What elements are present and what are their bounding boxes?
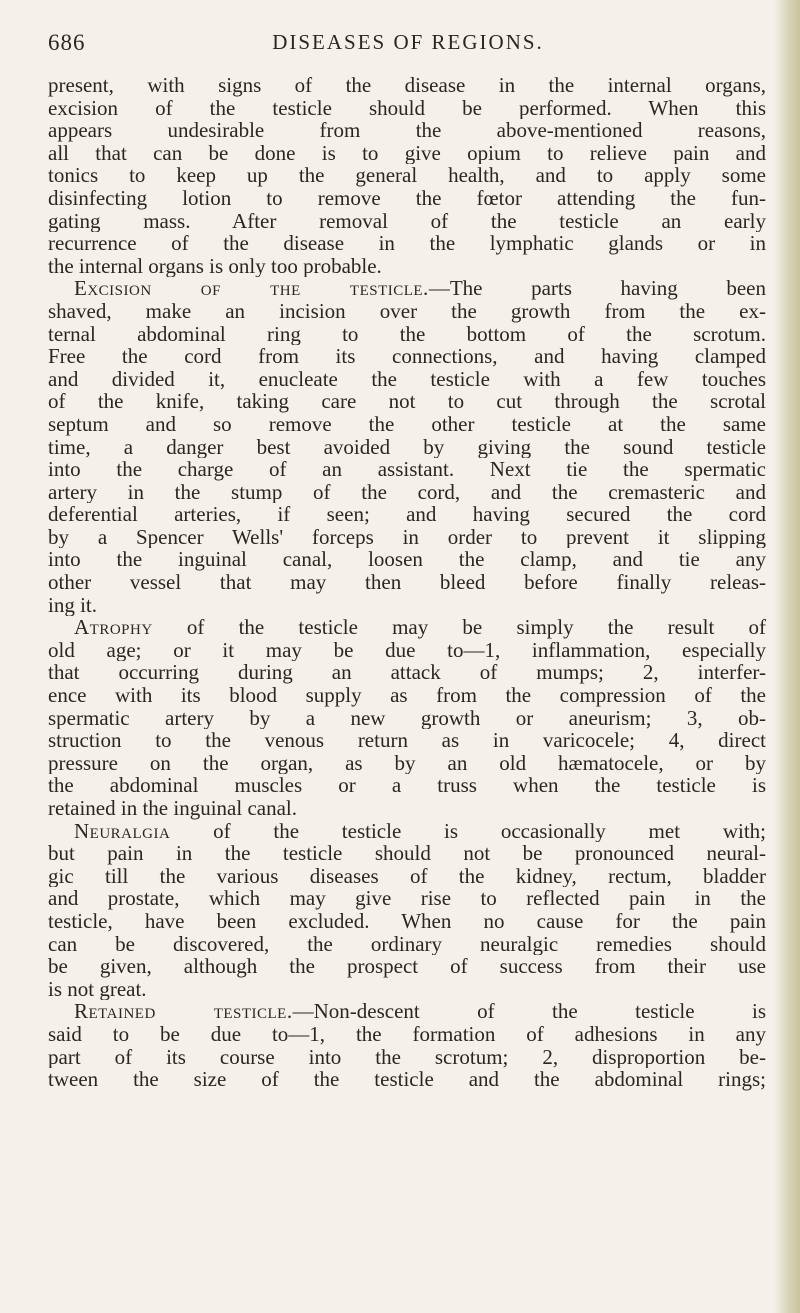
text-line: [48, 277, 766, 300]
text-line: [48, 729, 766, 752]
text-line: [48, 300, 766, 323]
line-text: by a Spencer Wells' forceps in order to prevent it slipping: [48, 525, 766, 549]
text-line: [48, 187, 766, 210]
text-line: [48, 571, 766, 594]
text-line: [48, 797, 766, 820]
text-line: [48, 458, 766, 481]
line-text: ternal abdominal ring to the bottom of the scrotum.: [48, 322, 766, 346]
line-text: into the charge of an assistant. Next tie the spermatic: [48, 458, 766, 481]
line-text: of the testicle is occasionally met with;: [170, 819, 766, 843]
line-text: said to be due to—1, the formation of adhesions in any: [48, 1022, 766, 1046]
text-line: [48, 1000, 766, 1023]
text-line: [48, 232, 766, 255]
line-text: artery in the stump of the cord, and the cremasteric and: [48, 480, 766, 504]
line-text: the abdominal muscles or a truss when the testicle is: [48, 774, 766, 797]
text-line: [48, 323, 766, 346]
line-text: that occurring during an attack of mumps; 2, interfer-: [48, 661, 766, 685]
text-line: [48, 436, 766, 459]
line-text: recurrence of the disease in the lymphatic glands or in: [48, 232, 766, 255]
page-number: 686: [48, 30, 86, 55]
text-line: [48, 774, 766, 797]
text-line: [48, 548, 766, 571]
text-line: [48, 820, 766, 843]
line-text: of the knife, taking care not to cut through the scrotal: [48, 390, 766, 413]
line-text: gic till the various diseases of the kidney, rectum, bladder: [48, 864, 766, 888]
text-line: [48, 164, 766, 187]
page-header: [48, 30, 768, 70]
text-line: [48, 210, 766, 233]
section-heading: Neuralgia: [74, 819, 171, 843]
page-edge-shadow: [774, 0, 800, 1313]
line-text: tonics to keep up the general health, and to apply some: [48, 164, 766, 187]
line-text: shaved, make an incision over the growth from the ex-: [48, 299, 766, 323]
line-text: part of its course into the scrotum; 2, disproportion be-: [48, 1045, 766, 1069]
text-line: [48, 1046, 766, 1069]
line-text: tween the size of the testicle and the abdominal rings;: [48, 1068, 766, 1091]
line-text: struction to the venous return as in varicocele; 4, direct: [48, 729, 766, 752]
text-line: [48, 413, 766, 436]
line-text: ing it.: [48, 593, 98, 617]
text-line: [48, 752, 766, 775]
line-text: be given, although the prospect of success from their use: [48, 955, 766, 978]
text-line: [48, 526, 766, 549]
text-line: [48, 842, 766, 865]
text-line: [48, 616, 766, 639]
line-text: spermatic artery by a new growth or aneurism; 3, ob-: [48, 706, 766, 730]
text-line: [48, 887, 766, 910]
text-line: [48, 978, 766, 1001]
line-text: but pain in the testicle should not be pronounced neural-: [48, 842, 766, 865]
line-text: excision of the testicle should be performed. When this: [48, 96, 766, 120]
text-line: [48, 142, 766, 165]
text-line: [48, 481, 766, 504]
text-line: [48, 639, 766, 662]
line-text: retained in the inguinal canal.: [48, 797, 297, 820]
text-line: [48, 707, 766, 730]
text-line: [48, 368, 766, 391]
text-line: [48, 684, 766, 707]
body-text: [48, 74, 766, 1091]
line-text: testicle, have been excluded. When no cause for the pain: [48, 909, 766, 933]
line-text: appears undesirable from the above-mentioned reasons,: [48, 119, 766, 142]
text-line: [48, 661, 766, 684]
line-text: is not great.: [48, 977, 147, 1001]
line-text: deferential arteries, if seen; and having secured the cord: [48, 503, 766, 526]
section-heading: Atrophy: [74, 616, 153, 639]
line-text: the internal organs is only too probable.: [48, 254, 382, 278]
line-text: all that can be done is to give opium to relieve pain and: [48, 141, 766, 165]
text-line: [48, 865, 766, 888]
line-text: of the testicle may be simply the result of: [152, 616, 766, 639]
line-text: present, with signs of the disease in the internal organs,: [48, 74, 766, 97]
line-text: disinfecting lotion to remove the fœtor attending the fun-: [48, 186, 766, 210]
line-text: pressure on the organ, as by an old hæmatocele, or by: [48, 751, 766, 775]
line-text: —Non-descent of the testicle is: [292, 1000, 766, 1023]
text-line: [48, 933, 766, 956]
line-text: septum and so remove the other testicle at the same: [48, 412, 766, 436]
line-text: can be discovered, the ordinary neuralgic remedies should: [48, 932, 766, 956]
line-text: ence with its blood supply as from the compression of the: [48, 684, 766, 707]
text-line: [48, 1068, 766, 1091]
line-text: into the inguinal canal, loosen the clamp, and tie any: [48, 548, 766, 572]
line-text: Free the cord from its connections, and having clamped: [48, 345, 766, 368]
line-text: gating mass. After removal of the testicle an early: [48, 209, 766, 233]
line-text: old age; or it may be due to—1, inflammation, especially: [48, 638, 766, 662]
line-text: and prostate, which may give rise to reflected pain in the: [48, 887, 766, 910]
line-text: —The parts having been: [428, 277, 766, 300]
running-head: DISEASES OF REGIONS.: [272, 30, 544, 54]
line-text: and divided it, enucleate the testicle with a few touches: [48, 367, 766, 391]
text-line: [48, 97, 766, 120]
text-line: [48, 594, 766, 617]
text-line: [48, 345, 766, 368]
section-heading: Retained testicle.: [74, 1000, 293, 1023]
text-line: [48, 910, 766, 933]
text-line: [48, 390, 766, 413]
line-text: time, a danger best avoided by giving the sound testicle: [48, 435, 766, 459]
text-line: [48, 119, 766, 142]
text-line: [48, 255, 766, 278]
text-line: [48, 1023, 766, 1046]
section-heading: Excision of the testicle.: [74, 277, 429, 300]
text-line: [48, 74, 766, 97]
text-line: [48, 955, 766, 978]
text-line: [48, 503, 766, 526]
line-text: other vessel that may then bleed before finally releas-: [48, 571, 766, 594]
